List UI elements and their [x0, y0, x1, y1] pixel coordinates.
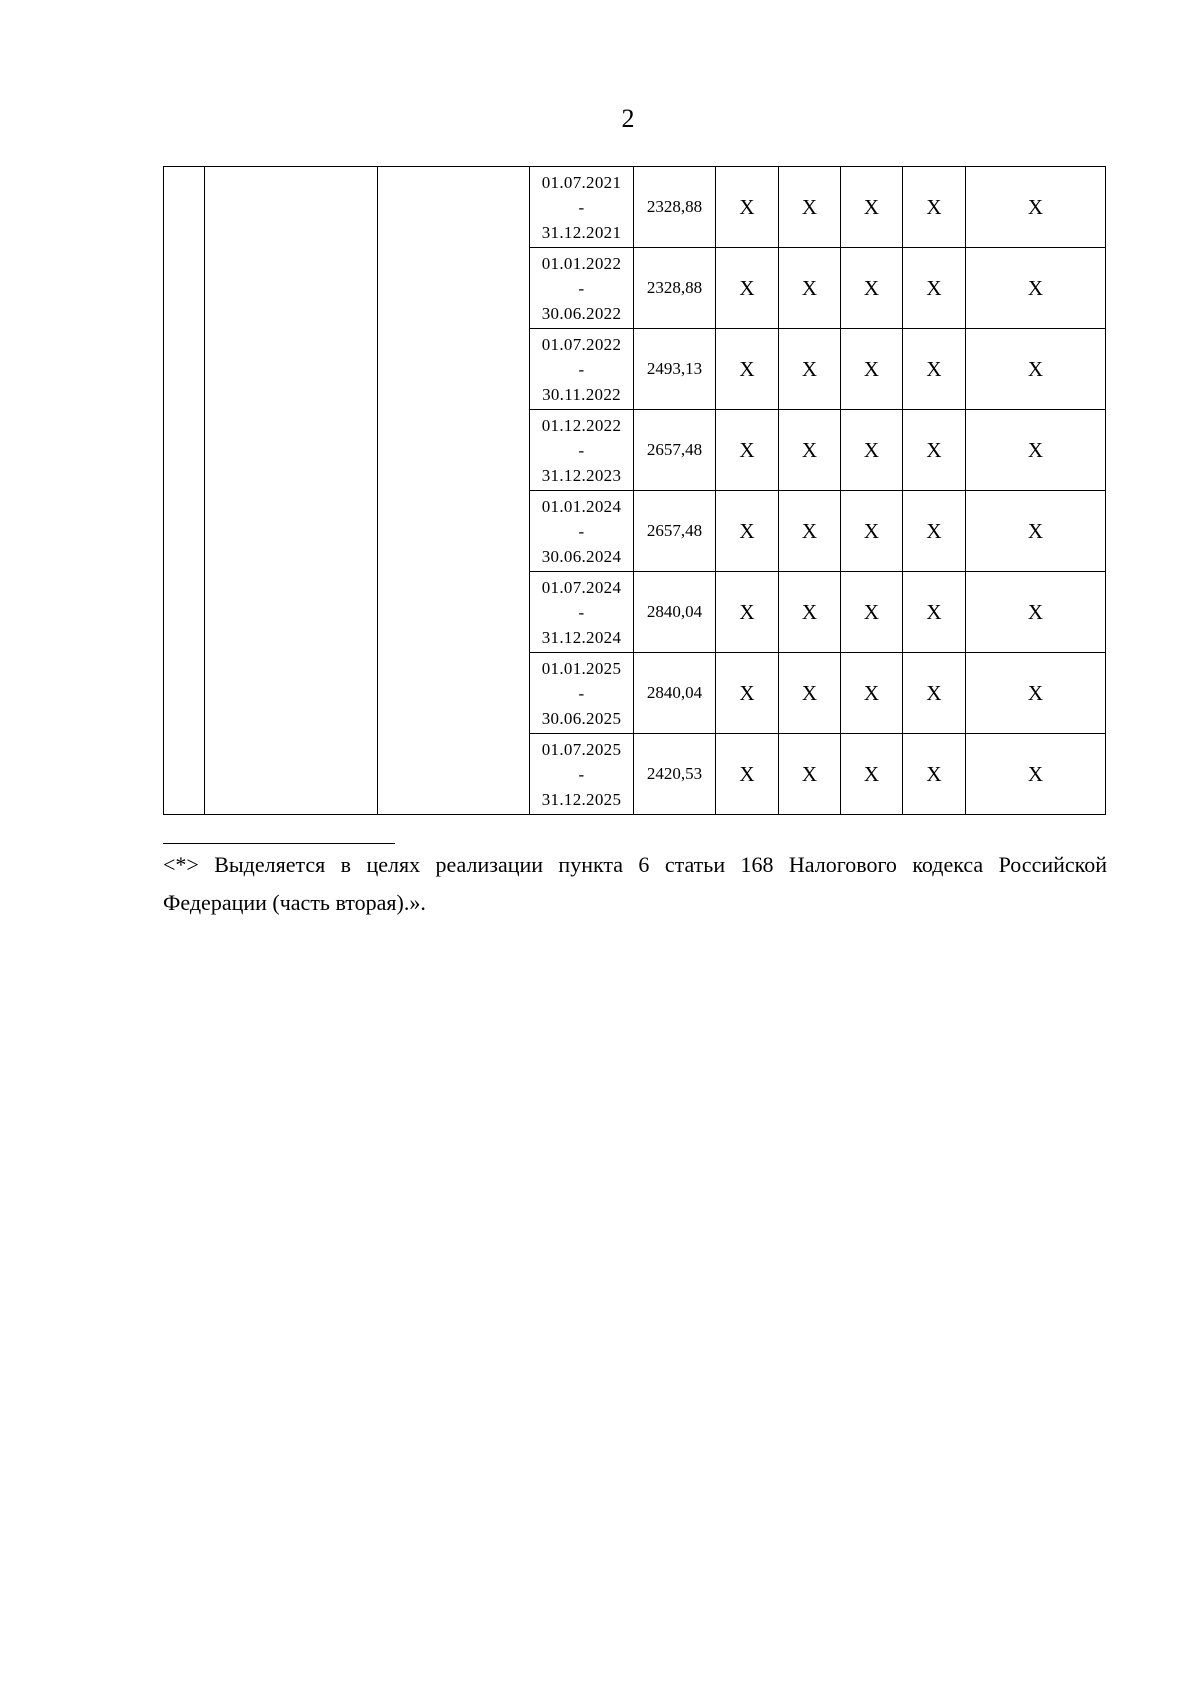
rate-cell: 2493,13 [634, 329, 716, 410]
period-dash: - [578, 278, 585, 298]
period-end: 30.06.2025 [541, 708, 622, 728]
period-start: 01.01.2022 [541, 253, 622, 273]
period-cell [530, 167, 634, 248]
rate-cell: 2840,04 [634, 653, 716, 734]
period-cell [530, 410, 634, 491]
mark-cell: X [903, 410, 966, 491]
rate-cell: 2328,88 [634, 167, 716, 248]
period-end: 30.11.2022 [542, 384, 621, 404]
mark-cell: X [716, 329, 779, 410]
mark-cell: X [841, 248, 903, 329]
table-row [164, 167, 1106, 248]
mark-cell: X [903, 491, 966, 572]
period-cell [530, 572, 634, 653]
mark-cell: X [716, 167, 779, 248]
period-start: 01.12.2022 [541, 415, 622, 435]
period-cell [530, 653, 634, 734]
period-dash: - [578, 440, 585, 460]
mark-cell: X [779, 410, 841, 491]
period-start: 01.07.2022 [541, 334, 622, 354]
mark-cell: X [779, 491, 841, 572]
mark-cell: X [966, 329, 1106, 410]
mark-cell: X [903, 248, 966, 329]
mark-cell: X [841, 167, 903, 248]
mark-cell: X [716, 572, 779, 653]
mark-cell: X [903, 167, 966, 248]
rates-table-body [164, 167, 1106, 815]
mark-cell: X [841, 653, 903, 734]
rate-cell: 2657,48 [634, 491, 716, 572]
mark-cell: X [966, 410, 1106, 491]
rate-cell: 2328,88 [634, 248, 716, 329]
mark-cell: X [966, 167, 1106, 248]
mark-cell: X [716, 653, 779, 734]
period-end: 30.06.2024 [541, 546, 622, 566]
period-start: 01.07.2025 [541, 739, 622, 759]
period-dash: - [578, 197, 585, 217]
period-dash: - [578, 359, 585, 379]
mark-cell: X [903, 572, 966, 653]
mark-cell: X [779, 572, 841, 653]
period-dash: - [578, 602, 585, 622]
mark-cell: X [779, 167, 841, 248]
rate-cell: 2420,53 [634, 734, 716, 815]
mark-cell: X [779, 329, 841, 410]
mark-cell: X [716, 248, 779, 329]
mark-cell: X [841, 491, 903, 572]
mark-cell: X [841, 572, 903, 653]
mark-cell: X [903, 329, 966, 410]
mark-cell: X [903, 734, 966, 815]
period-cell [530, 329, 634, 410]
period-dash: - [578, 683, 585, 703]
mark-cell: X [716, 734, 779, 815]
mark-cell: X [966, 653, 1106, 734]
period-dash: - [578, 521, 585, 541]
mark-cell: X [779, 653, 841, 734]
rate-cell: 2657,48 [634, 410, 716, 491]
blank-column-2 [205, 167, 378, 815]
page-number: 2 [621, 104, 635, 133]
mark-cell: X [966, 491, 1106, 572]
period-end: 31.12.2023 [541, 465, 622, 485]
period-end: 31.12.2021 [541, 222, 622, 242]
mark-cell: X [779, 248, 841, 329]
blank-column-1 [164, 167, 205, 815]
mark-cell: X [716, 410, 779, 491]
mark-cell: X [903, 653, 966, 734]
period-cell [530, 491, 634, 572]
mark-cell: X [841, 410, 903, 491]
period-cell [530, 734, 634, 815]
blank-column-3 [378, 167, 530, 815]
rates-table [163, 166, 1106, 815]
mark-cell: X [966, 734, 1106, 815]
period-end: 31.12.2025 [541, 789, 622, 809]
period-end: 31.12.2024 [541, 627, 622, 647]
mark-cell: X [716, 491, 779, 572]
period-start: 01.01.2024 [541, 496, 622, 516]
period-dash: - [578, 764, 585, 784]
mark-cell: X [841, 329, 903, 410]
period-start: 01.07.2021 [541, 172, 622, 192]
period-start: 01.01.2025 [541, 658, 622, 678]
period-cell [530, 248, 634, 329]
mark-cell: X [841, 734, 903, 815]
mark-cell: X [779, 734, 841, 815]
mark-cell: X [966, 248, 1106, 329]
footnote-divider [163, 843, 395, 844]
footnote-text: <*> Выделяется в целях реализации пункта 6 статьи 168 Налогового кодекса Российской Федерации (часть вторая).». [163, 852, 1107, 915]
mark-cell: X [966, 572, 1106, 653]
period-start: 01.07.2024 [541, 577, 622, 597]
period-end: 30.06.2022 [541, 303, 622, 323]
rate-cell: 2840,04 [634, 572, 716, 653]
